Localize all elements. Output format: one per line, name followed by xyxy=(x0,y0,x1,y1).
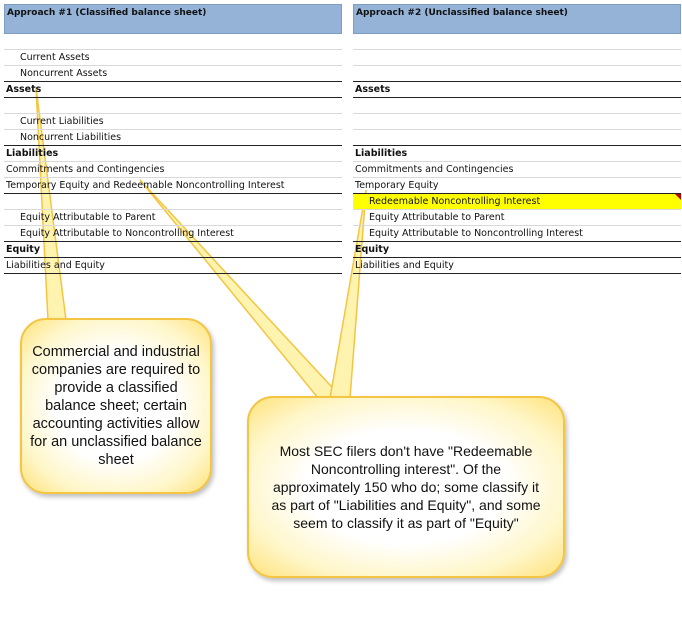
row-redeemable-nci: Redeemable Noncontrolling Interest xyxy=(353,194,681,210)
row-liabilities: Liabilities xyxy=(353,146,681,162)
classified-note-callout xyxy=(20,318,212,494)
row-assets: Assets xyxy=(353,82,681,98)
approach2-header: Approach #2 (Unclassified balance sheet) xyxy=(353,4,681,34)
blank-row xyxy=(353,114,681,130)
classified-note-text: Commercial and industrial companies are required to provide a classified balance sheet; certain accounting activities allow for an unclassified balance sheet xyxy=(30,344,202,468)
row-current-assets: Current Assets xyxy=(4,50,342,66)
row-equity: Equity xyxy=(353,242,681,258)
row-liabilities-and-equity: Liabilities and Equity xyxy=(353,258,681,274)
row-equity: Equity xyxy=(4,242,342,258)
blank-row xyxy=(353,130,681,146)
row-equity-parent: Equity Attributable to Parent xyxy=(353,210,681,226)
row-liabilities-and-equity: Liabilities and Equity xyxy=(4,258,342,274)
blank-row xyxy=(4,194,342,210)
row-assets: Assets xyxy=(4,82,342,98)
redeemable-nci-note-text: Most SEC filers don't have "Redeemable Noncontrolling interest". Of the approximately 150 who do; some classify it as part of "Liabilities and Equity", and some seem to classify it as part of "Equity" xyxy=(271,443,541,531)
row-equity-nci: Equity Attributable to Noncontrolling Interest xyxy=(353,226,681,242)
row-equity-parent: Equity Attributable to Parent xyxy=(4,210,342,226)
row-temporary-equity: Temporary Equity and Redeemable Noncontrolling Interest xyxy=(4,178,342,194)
row-liabilities: Liabilities xyxy=(4,146,342,162)
row-noncurrent-assets: Noncurrent Assets xyxy=(4,66,342,82)
row-equity-nci: Equity Attributable to Noncontrolling Interest xyxy=(4,226,342,242)
row-temporary-equity: Temporary Equity xyxy=(353,178,681,194)
row-commitments: Commitments and Contingencies xyxy=(353,162,681,178)
row-noncurrent-liabilities: Noncurrent Liabilities xyxy=(4,130,342,146)
row-current-liabilities: Current Liabilities xyxy=(4,114,342,130)
blank-row xyxy=(353,66,681,82)
row-commitments: Commitments and Contingencies xyxy=(4,162,342,178)
blank-row xyxy=(353,34,681,50)
blank-row xyxy=(353,98,681,114)
approach1-table xyxy=(4,4,342,274)
approach2-table xyxy=(353,4,681,274)
blank-row xyxy=(4,98,342,114)
approach1-header: Approach #1 (Classified balance sheet) xyxy=(4,4,342,34)
redeemable-nci-note-callout xyxy=(247,396,565,578)
blank-row xyxy=(4,34,342,50)
blank-row xyxy=(353,50,681,66)
